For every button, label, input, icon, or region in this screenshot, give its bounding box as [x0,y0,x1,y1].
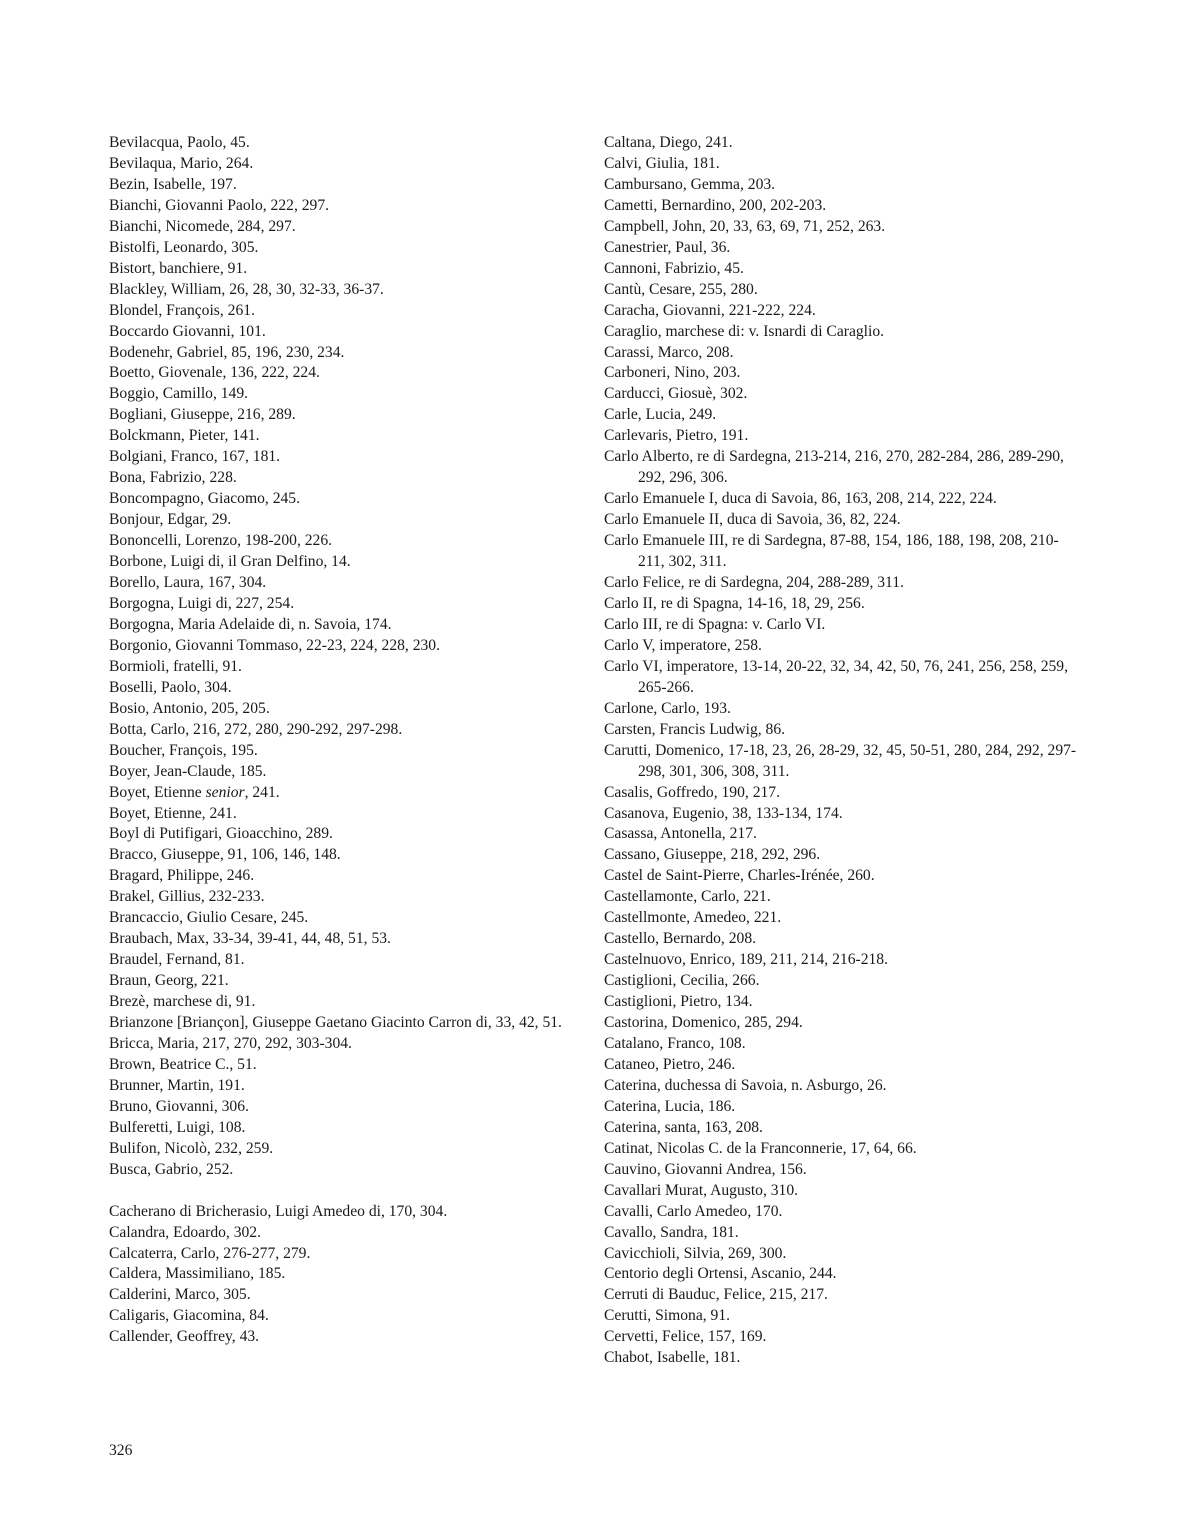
index-entry [109,741,591,762]
index-entry-text: Castorina, Domenico, 285, 294. [604,1014,803,1032]
index-entry-text: Castellmonte, Amedeo, 221. [604,909,782,927]
index-entry-text: Bulifon, Nicolò, 232, 259. [109,1139,274,1157]
index-entry [604,1348,1084,1369]
index-entry-text: Boucher, François, 195. [109,741,258,759]
index-entry-text: Bona, Fabrizio, 228. [109,469,237,487]
index-entry-text: Castellamonte, Carlo, 221. [604,888,771,906]
index-entry [604,845,1084,866]
index-entry-text: Carlo Emanuele I, duca di Savoia, 86, 163, 208, 214, 222, 224. [604,490,997,508]
index-entry [109,1202,591,1223]
index-entry [109,133,591,154]
index-entry-text: Cacherano di Bricherasio, Luigi Amedeo di, 170, 304. [109,1202,448,1220]
index-entry-text: Carducci, Giosuè, 302. [604,385,748,403]
index-entry [109,1055,591,1076]
index-entry-text: Bulferetti, Luigi, 108. [109,1118,246,1136]
index-entry [109,615,591,636]
index-entry [604,1223,1084,1244]
index-entry-text: Cassano, Giuseppe, 218, 292, 296. [604,846,821,864]
index-entry-text: Caltana, Diego, 241. [604,134,733,151]
index-entry [604,573,1084,594]
index-entry-text: Cerutti, Simona, 91. [604,1307,731,1325]
index-entry [109,594,591,615]
index-entry-text: Caterina, santa, 163, 208. [604,1118,763,1136]
index-entry [604,992,1084,1013]
index-entry [109,1118,591,1139]
index-entry [109,426,591,447]
index-entry-text: Cametti, Bernardino, 200, 202-203. [604,196,827,214]
index-entry [109,384,591,405]
index-entry [109,154,591,175]
index-entry [604,929,1084,950]
index-entry-text: Brunner, Martin, 191. [109,1076,245,1094]
index-entry-text: Bistolfi, Leonardo, 305. [109,238,259,256]
index-entry-text: Carassi, Marco, 208. [604,343,734,361]
index-entry [604,1306,1084,1327]
index-entry-text: Bolckmann, Pieter, 141. [109,427,260,445]
index-entry [109,720,591,741]
index-entry [109,510,591,531]
index-entry [109,1223,591,1244]
index-entry [604,824,1084,845]
index-entry [604,280,1084,301]
index-column-right [604,133,1084,1369]
index-entry-text: Carlone, Carlo, 193. [604,699,731,717]
index-entry-text: Carlo Emanuele III, re di Sardegna, 87-88, 154, 186, 188, 198, 208, 210-211, 302, 311. [604,532,1059,571]
index-entry-text: Bistort, banchiere, 91. [109,259,248,277]
index-entry [109,363,591,384]
index-entry-pages: , 241. [244,783,280,801]
index-entry-text: Carboneri, Nino, 203. [604,364,741,382]
index-entry [604,405,1084,426]
index-entry [109,447,591,468]
index-entry [604,196,1084,217]
index-entry [109,824,591,845]
index-entry [109,804,591,825]
index-entry-text: Carle, Lucia, 249. [604,406,717,424]
index-entry [109,929,591,950]
index-entry-text: Cambursano, Gemma, 203. [604,175,776,193]
index-entry [604,1202,1084,1223]
index-entry [604,804,1084,825]
index-entry [604,1139,1084,1160]
index-entry-text: Borgonio, Giovanni Tommaso, 22-23, 224, 228, 230. [109,636,440,654]
index-entry-text: Bracco, Giuseppe, 91, 106, 146, 148. [109,846,341,864]
index-entry-text: Cavalli, Carlo Amedeo, 170. [604,1202,783,1220]
index-entry [604,175,1084,196]
index-entry-text: Brezè, marchese di, 91. [109,993,256,1011]
index-entry [109,489,591,510]
index-entry-text: Cantù, Cesare, 255, 280. [604,280,758,298]
index-entry [109,866,591,887]
index-entry-text: Caterina, duchessa di Savoia, n. Asburgo, 26. [604,1076,887,1094]
index-entry-text: Boyet, Etienne, 241. [109,804,237,822]
index-entry [109,1160,591,1181]
index-entry-text: Carlo Emanuele II, duca di Savoia, 36, 82, 224. [604,511,901,529]
index-entry [604,426,1084,447]
index-entry [604,887,1084,908]
index-entry [109,1097,591,1118]
index-entry [109,280,591,301]
index-entry-text: Bianchi, Giovanni Paolo, 222, 297. [109,196,330,214]
index-entry-text: Bragard, Philippe, 246. [109,867,255,885]
index-entry [604,1118,1084,1139]
index-entry [604,1181,1084,1202]
index-entry [604,384,1084,405]
index-entry-text: Bevilacqua, Paolo, 45. [109,134,250,151]
index-entry [109,908,591,929]
index-entry [604,322,1084,343]
index-entry [109,217,591,238]
index-entry-text: Brakel, Gillius, 232-233. [109,888,265,906]
index-entry-text: Carlevaris, Pietro, 191. [604,427,749,445]
index-entry-text: Calvi, Giulia, 181. [604,154,720,172]
index-entry-text: Brianzone [Briançon], Giuseppe Gaetano Giacinto Carron di, 33, 42, 51. [109,1014,562,1032]
index-entry-text: Boyl di Putifigari, Gioacchino, 289. [109,825,333,843]
index-entry-text: Carlo VI, imperatore, 13-14, 20-22, 32, 34, 42, 50, 76, 241, 256, 258, 259, 265-266. [604,657,1069,696]
index-entry-text: Cauvino, Giovanni Andrea, 156. [604,1160,807,1178]
index-entry [109,783,591,804]
index-entry [604,866,1084,887]
index-entry [109,845,591,866]
index-entry [109,1244,591,1265]
index-entry [604,1097,1084,1118]
index-entry-text: Castel de Saint-Pierre, Charles-Irénée, 260. [604,867,875,885]
index-entry [109,1076,591,1097]
index-entry-text: Calcaterra, Carlo, 276-277, 279. [109,1244,311,1262]
index-entry-text: Blondel, François, 261. [109,301,255,319]
index-entry-text: Cerruti di Bauduc, Felice, 215, 217. [604,1286,828,1304]
index-entry-text: Borbone, Luigi di, il Gran Delfino, 14. [109,553,351,571]
index-entry-text: Brown, Beatrice C., 51. [109,1055,257,1073]
index-entry [109,468,591,489]
index-entry [604,133,1084,154]
index-entry-text: Boselli, Paolo, 304. [109,678,232,696]
index-entry-text: Cavallo, Sandra, 181. [604,1223,739,1241]
index-column-left [109,133,591,1348]
index-entry [604,363,1084,384]
index-entry-text: Braun, Georg, 221. [109,972,229,990]
index-entry [109,175,591,196]
index-entry [604,531,1084,573]
index-entry [604,154,1084,175]
index-entry [604,1327,1084,1348]
index-entry [604,489,1084,510]
index-entry [109,636,591,657]
index-entry-text: Borgogna, Maria Adelaide di, n. Savoia, 174. [109,615,392,633]
index-entry-text: Botta, Carlo, 216, 272, 280, 290-292, 297-298. [109,720,403,738]
index-entry [109,762,591,783]
index-entry [109,1264,591,1285]
index-entry-text: Busca, Gabrio, 252. [109,1160,234,1178]
index-entry [604,238,1084,259]
index-entry [109,1034,591,1055]
index-entry [604,908,1084,929]
index-entry [604,699,1084,720]
index-entry [109,1285,591,1306]
index-entry-text: Carlo III, re di Spagna: v. Carlo VI. [604,615,826,633]
index-entry-text: Carsten, Francis Ludwig, 86. [604,720,786,738]
index-entry-text: Boccardo Giovanni, 101. [109,322,266,340]
index-entry [109,238,591,259]
index-entry-text: Bormioli, fratelli, 91. [109,657,242,675]
index-entry-text: Carutti, Domenico, 17-18, 23, 26, 28-29, 32, 45, 50-51, 280, 284, 292, 297-298, 301, 306, 308, 311. [604,741,1077,780]
index-entry-text: Bonjour, Edgar, 29. [109,511,232,529]
index-entry [604,971,1084,992]
index-entry-text: Callender, Geoffrey, 43. [109,1328,260,1346]
index-entry-text: Bruno, Giovanni, 306. [109,1097,249,1115]
index-entry [109,678,591,699]
page-number: 326 [109,1442,133,1459]
index-entry-text: Catinat, Nicolas C. de la Franconnerie, 17, 64, 66. [604,1139,917,1157]
index-entry-text: Braubach, Max, 33-34, 39-41, 44, 48, 51, 53. [109,930,391,948]
index-entry-text: Borgogna, Luigi di, 227, 254. [109,594,295,612]
index-entry [109,552,591,573]
index-entry [604,301,1084,322]
index-entry [604,615,1084,636]
index-entry-text: Boyer, Jean-Claude, 185. [109,762,267,780]
index-entry [109,1013,591,1034]
index-entry-text: Bevilaqua, Mario, 264. [109,154,254,172]
index-entry [604,657,1084,699]
index-entry [604,1055,1084,1076]
index-entry-text: Braudel, Fernand, 81. [109,951,245,969]
index-entry-text: Blackley, William, 26, 28, 30, 32-33, 36-37. [109,280,384,298]
index-entry-text: Bononcelli, Lorenzo, 198-200, 226. [109,532,333,550]
index-entry [109,1139,591,1160]
index-entry [109,657,591,678]
index-entry [109,950,591,971]
index-entry-text: Castelnuovo, Enrico, 189, 211, 214, 216-218. [604,951,888,969]
index-entry-text: Calderini, Marco, 305. [109,1286,251,1304]
index-entry-text: Calandra, Edoardo, 302. [109,1223,261,1241]
index-entry [109,196,591,217]
index-entry-text: Caterina, Lucia, 186. [604,1097,736,1115]
index-entry-text: Caraglio, marchese di: v. Isnardi di Caraglio. [604,322,885,340]
index-entry-italic: senior [205,783,245,801]
index-entry [604,1013,1084,1034]
index-entry-text: Carlo Felice, re di Sardegna, 204, 288-289, 311. [604,574,904,592]
index-entry-text: Bezin, Isabelle, 197. [109,175,237,193]
index-entry [109,531,591,552]
index-entry [604,1264,1084,1285]
index-entry [604,447,1084,489]
index-entry [109,971,591,992]
index-entry [604,1244,1084,1265]
index-entry-text: Brancaccio, Giulio Cesare, 245. [109,909,309,927]
index-entry-text: Centorio degli Ortensi, Ascanio, 244. [604,1265,837,1283]
index-entry [109,259,591,280]
index-entry [109,573,591,594]
index-entry [604,259,1084,280]
index-entry-text: Catalano, Franco, 108. [604,1034,746,1052]
index-entry [109,699,591,720]
index-entry-text: Boetto, Giovenale, 136, 222, 224. [109,364,320,382]
index-entry-text: Casassa, Antonella, 217. [604,825,757,843]
index-entry [604,741,1084,783]
index-entry [604,1034,1084,1055]
index-entry-text: Canestrier, Paul, 36. [604,238,731,256]
index-entry [109,343,591,364]
index-entry-text: Castiglioni, Cecilia, 266. [604,972,760,990]
index-entry-text: Boggio, Camillo, 149. [109,385,249,403]
index-entry-text: Cavicchioli, Silvia, 269, 300. [604,1244,787,1262]
index-entry-text: Bianchi, Nicomede, 284, 297. [109,217,296,235]
index-entry [604,720,1084,741]
index-entry [604,1285,1084,1306]
index-entry-text: Cervetti, Felice, 157, 169. [604,1328,767,1346]
index-entry-text: Bricca, Maria, 217, 270, 292, 303-304. [109,1034,352,1052]
index-entry [604,636,1084,657]
index-entry [604,1076,1084,1097]
index-entry [109,322,591,343]
index-entry-text: Caracha, Giovanni, 221-222, 224. [604,301,816,319]
index-entry-text: Cavallari Murat, Augusto, 310. [604,1181,799,1199]
index-entry [604,783,1084,804]
index-entry-text: Castiglioni, Pietro, 134. [604,993,753,1011]
index-entry-text: Cannoni, Fabrizio, 45. [604,259,744,277]
index-entry-text: Chabot, Isabelle, 181. [604,1349,741,1367]
index-entry-text: Casanova, Eugenio, 38, 133-134, 174. [604,804,843,822]
index-entry-text: Caligaris, Giacomina, 84. [109,1307,269,1325]
index-entry-text: Boncompagno, Giacomo, 245. [109,490,300,508]
index-entry-text: Bolgiani, Franco, 167, 181. [109,448,281,466]
index-entry-text: Carlo V, imperatore, 258. [604,636,762,654]
index-entry [604,1160,1084,1181]
index-entry-text: Carlo II, re di Spagna, 14-16, 18, 29, 256. [604,594,865,612]
index-entry [109,301,591,322]
index-entry [604,343,1084,364]
index-entry [604,217,1084,238]
index-entry [109,887,591,908]
index-entry [109,992,591,1013]
index-entry [604,510,1084,531]
index-entry-text: Caldera, Massimiliano, 185. [109,1265,286,1283]
index-entry-text: Bodenehr, Gabriel, 85, 196, 230, 234. [109,343,345,361]
index-entry [109,405,591,426]
index-entry-text: Cataneo, Pietro, 246. [604,1055,736,1073]
index-entry-text: Bogliani, Giuseppe, 216, 289. [109,406,296,424]
index-entry-text: Castello, Bernardo, 208. [604,930,757,948]
index-entry [109,1306,591,1327]
index-entry [109,1327,591,1348]
index-entry-text: Borello, Laura, 167, 304. [109,574,267,592]
index-entry [604,594,1084,615]
index-entry-text: Casalis, Goffredo, 190, 217. [604,783,780,801]
index-entry-text: Boyet, Etienne [109,783,206,801]
index-entry-text: Campbell, John, 20, 33, 63, 69, 71, 252, 263. [604,217,886,235]
index-entry-text: Bosio, Antonio, 205, 205. [109,699,270,717]
index-entry-text: Carlo Alberto, re di Sardegna, 213-214, 216, 270, 282-284, 286, 289-290, 292, 296, 306. [604,448,1064,487]
index-entry [604,950,1084,971]
